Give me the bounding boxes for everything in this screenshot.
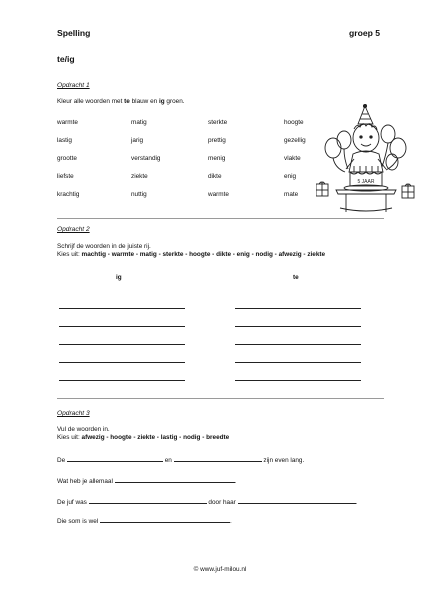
instruction-ig: ig (158, 98, 165, 105)
answer-line-te[interactable] (235, 308, 361, 309)
word-cell[interactable]: lastig (57, 137, 72, 144)
word-cell[interactable]: jarig (131, 137, 144, 144)
section1-title: Opdracht 1 (57, 82, 90, 89)
word-cell[interactable]: enig (284, 173, 297, 180)
word-bank-list: machtig - warmte - matig - sterkte - hoogte - dikte - enig - nodig - afwezig - ziekte (81, 251, 326, 258)
word-cell[interactable]: verstandig (131, 155, 161, 162)
sentence-text: De (57, 457, 66, 464)
sentence-text: De juf was (57, 499, 87, 506)
fill-in-blank[interactable] (67, 455, 163, 462)
answer-line-ig[interactable] (59, 344, 185, 345)
word-cell[interactable]: ziekte (131, 173, 148, 180)
word-cell[interactable]: vlakte (284, 155, 301, 162)
sentence-text: . (229, 518, 232, 525)
word-cell[interactable]: menig (208, 155, 226, 162)
answer-line-ig[interactable] (59, 326, 185, 327)
fill-in-blank[interactable] (238, 497, 356, 504)
divider (57, 398, 384, 399)
word-cell[interactable]: nuttig (131, 191, 147, 198)
sentence-2 (57, 476, 236, 486)
balloon-icon (325, 138, 341, 158)
word-cell[interactable]: warmte (208, 191, 229, 198)
answer-line-te[interactable] (235, 380, 361, 381)
sentence-1 (57, 455, 304, 465)
fill-in-blank[interactable] (89, 497, 207, 504)
sentence-text: Wat heb je allemaal (57, 478, 113, 485)
balloon-icon (390, 138, 406, 158)
sentence-text: Die som is wel (57, 518, 99, 525)
birthday-boy-illustration (316, 104, 416, 216)
topic-title: te/ig (57, 54, 75, 64)
word-bank-list: afwezig - hoogte - ziekte - lastig - nodig - breedte (81, 434, 230, 441)
word-cell[interactable]: mate (284, 191, 299, 198)
answer-line-te[interactable] (235, 344, 361, 345)
fill-in-blank[interactable] (100, 516, 230, 523)
word-cell[interactable]: hoogte (284, 119, 304, 126)
section3-title: Opdracht 3 (57, 410, 90, 417)
sentence-text: . (355, 499, 358, 506)
word-cell[interactable]: grootte (57, 155, 77, 162)
instruction-te: te (124, 98, 130, 105)
answer-line-ig[interactable] (59, 380, 185, 381)
section2-instruction: Schrijf de woorden in de juiste rij. (57, 243, 151, 250)
balloon-icon (337, 131, 351, 149)
instruction-text: blauw en (129, 98, 159, 105)
kies-label: Kies uit: (57, 251, 82, 258)
sentence-text: door haar (208, 499, 236, 506)
section2-title: Opdracht 2 (57, 226, 90, 233)
instruction-text: Kleur alle woorden met (57, 98, 125, 105)
answer-line-te[interactable] (235, 326, 361, 327)
fill-in-blank[interactable] (174, 455, 262, 462)
answer-line-te[interactable] (235, 362, 361, 363)
section2-word-bank (57, 251, 397, 259)
word-cell[interactable]: krachtig (57, 191, 80, 198)
answer-line-ig[interactable] (59, 308, 185, 309)
column-header-te: te (293, 274, 299, 281)
section3-word-bank (57, 434, 229, 442)
sentence-4 (57, 516, 232, 526)
column-header-ig: ig (116, 274, 122, 281)
word-cell[interactable]: warmte (57, 119, 78, 126)
word-cell[interactable]: sterkte (208, 119, 228, 126)
section3-instruction: Vul de woorden in. (57, 426, 110, 433)
fill-in-blank[interactable] (115, 476, 235, 483)
sentence-3 (57, 497, 357, 507)
sentence-text: en (164, 457, 172, 464)
subject-title: Spelling (57, 28, 91, 38)
word-cell[interactable]: prettig (208, 137, 226, 144)
boy-head-icon (353, 124, 379, 152)
instruction-text: groen. (164, 98, 185, 105)
word-cell[interactable]: matig (131, 119, 147, 126)
party-hat-icon (358, 106, 373, 124)
cake-text: 5 JAAR (357, 179, 375, 185)
sentence-text: . (234, 478, 237, 485)
answer-line-ig[interactable] (59, 362, 185, 363)
word-cell[interactable]: gezellig (284, 137, 306, 144)
word-cell[interactable]: liefste (57, 173, 74, 180)
balloon-icon (386, 154, 398, 170)
group-label: groep 5 (349, 28, 381, 38)
word-cell[interactable]: dikte (208, 173, 222, 180)
kies-label: Kies uit: (57, 434, 82, 441)
divider (57, 218, 384, 219)
footer-credit: © www.juf-milou.nl (193, 566, 247, 573)
section1-instruction (57, 98, 185, 106)
sentence-text: zijn even lang. (263, 457, 305, 464)
